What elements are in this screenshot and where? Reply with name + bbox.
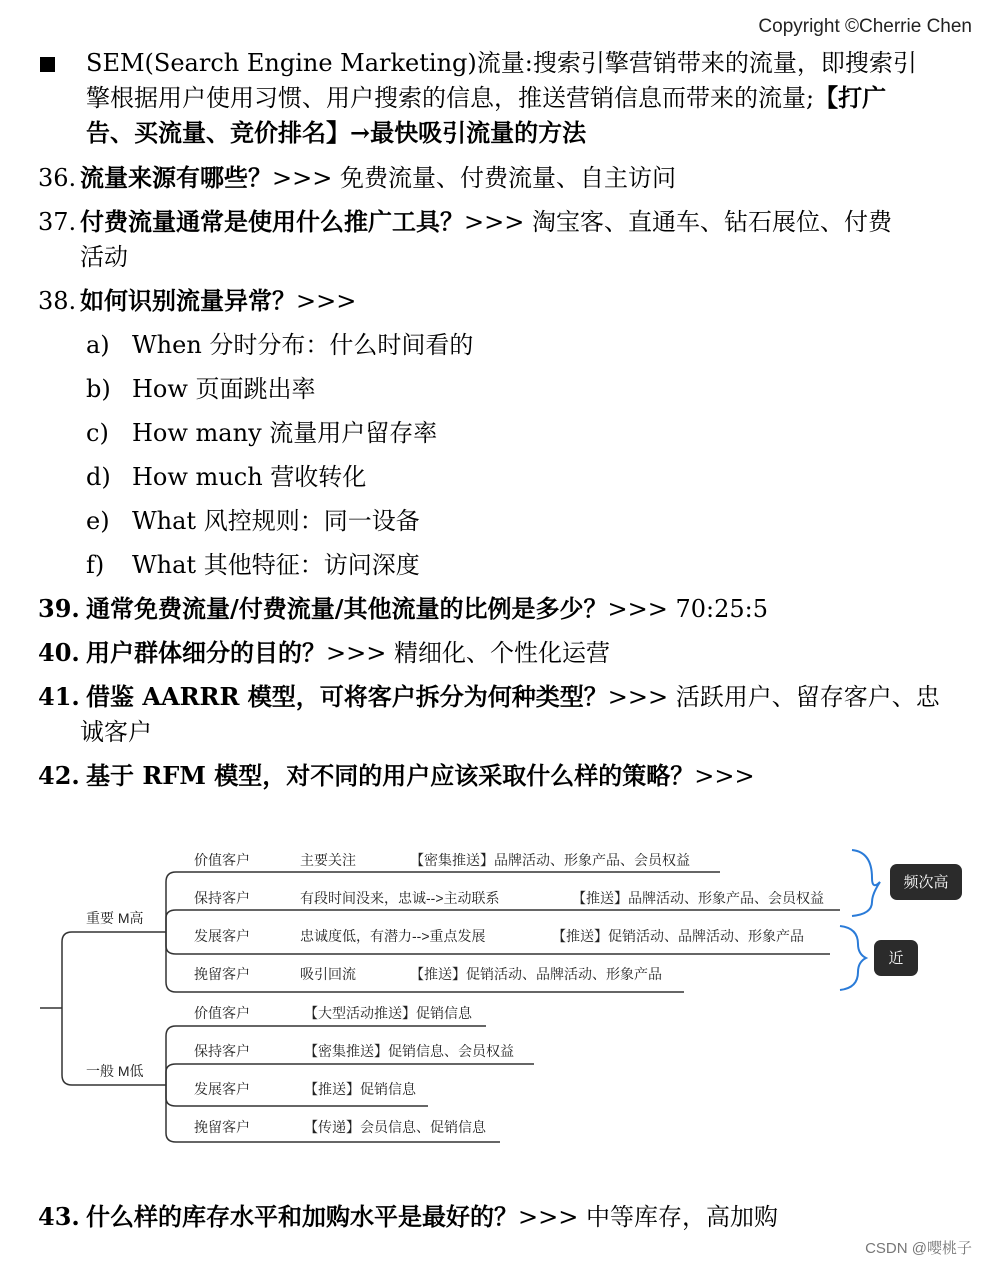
sem-text-1: :搜索引擎营销带来的流量，即搜索引 bbox=[524, 49, 917, 77]
csdn-watermark: CSDN @嘤桃子 bbox=[865, 1240, 972, 1257]
answer-text: >>> 中等库存，高加购 bbox=[518, 1203, 778, 1231]
sem-bold-2: 【打广 bbox=[814, 83, 887, 112]
question-text: 通常免费流量/付费流量/其他流量的比例是多少？ bbox=[86, 594, 608, 623]
node-type: 价值客户 bbox=[194, 852, 250, 868]
sub-item-letter: b) bbox=[86, 375, 111, 403]
node-type: 发展客户 bbox=[194, 1081, 250, 1097]
question-number: 37. bbox=[38, 208, 77, 236]
node-action: 【密集推送】品牌活动、形象产品、会员权益 bbox=[410, 852, 690, 868]
question-number: 41. bbox=[38, 682, 80, 711]
sem-text-2: 擎根据用户使用习惯、用户搜索的信息，推送营销信息而带来的流量; bbox=[86, 84, 815, 112]
copyright-notice: Copyright ©Cherrie Chen bbox=[758, 16, 972, 37]
sub-item-letter: c) bbox=[86, 419, 109, 447]
answer-text-cont: 活动 bbox=[80, 243, 128, 271]
question-text: 用户群体细分的目的？ bbox=[86, 638, 326, 667]
question-number: 40. bbox=[38, 638, 80, 667]
question-text: 如何识别流量异常？ bbox=[80, 286, 296, 315]
sub-item-letter: f) bbox=[86, 551, 105, 579]
question-number: 38. bbox=[38, 287, 77, 315]
tag-recent-label: 近 bbox=[888, 950, 904, 967]
sem-title: SEM(Search Engine Marketing)流量 bbox=[86, 49, 525, 77]
sem-line-3 bbox=[86, 118, 586, 148]
node-action: 【推送】促销信息 bbox=[304, 1081, 416, 1097]
question-text: 流量来源有哪些？ bbox=[80, 163, 272, 192]
node-action: 【推送】促销活动、品牌活动、形象产品 bbox=[552, 928, 804, 944]
question-text: 基于 RFM 模型，对不同的用户应该采取什么样的策略？ bbox=[86, 761, 695, 790]
node-desc: 主要关注 bbox=[300, 852, 356, 868]
brace-icon bbox=[852, 850, 880, 916]
answer-text: >>> bbox=[694, 762, 755, 790]
answer-text-cont: 诚客户 bbox=[80, 718, 152, 746]
question-text: 借鉴 AARRR 模型，可将客户拆分为何种类型？ bbox=[86, 682, 608, 711]
node-desc: 有段时间没来，忠诚-->主动联系 bbox=[300, 890, 500, 906]
brace-icon bbox=[840, 926, 866, 990]
sem-line-1 bbox=[86, 48, 917, 78]
question-number: 36. bbox=[38, 164, 77, 192]
node-type: 价值客户 bbox=[194, 1005, 250, 1021]
sub-item-letter: a) bbox=[86, 331, 110, 359]
sub-item-text: How many 流量用户留存率 bbox=[132, 419, 438, 447]
node-type: 挽留客户 bbox=[194, 1119, 250, 1135]
node-action: 【推送】促销活动、品牌活动、形象产品 bbox=[410, 966, 662, 982]
node-type: 保持客户 bbox=[194, 1043, 250, 1059]
node-action: 【传递】会员信息、促销信息 bbox=[304, 1119, 486, 1135]
node-action: 【大型活动推送】促销信息 bbox=[304, 1005, 472, 1021]
sub-item-text: What 其他特征：访问深度 bbox=[132, 551, 420, 579]
sub-item-text: What 风控规则：同一设备 bbox=[132, 507, 420, 535]
node-type: 保持客户 bbox=[194, 890, 250, 906]
sem-bold-3: 告、买流量、竞价排名】→最快吸引流量的方法 bbox=[86, 118, 587, 147]
node-desc: 忠诚度低，有潜力-->重点发展 bbox=[300, 928, 486, 944]
node-action: 【推送】品牌活动、形象产品、会员权益 bbox=[572, 890, 824, 906]
sub-item-text: How much 营收转化 bbox=[132, 463, 367, 491]
node-type: 挽留客户 bbox=[194, 966, 250, 982]
answer-text: >>> 精细化、个性化运营 bbox=[326, 639, 610, 667]
question-text: 什么样的库存水平和加购水平是最好的？ bbox=[86, 1202, 518, 1231]
square-bullet-icon bbox=[40, 57, 55, 72]
answer-text: >>> 活跃用户、留存客户、忠 bbox=[607, 683, 940, 711]
rfm-mindmap bbox=[0, 830, 986, 1160]
answer-text: >>> 淘宝客、直通车、钻石展位、付费 bbox=[464, 208, 892, 236]
answer-text: >>> 免费流量、付费流量、自主访问 bbox=[272, 164, 676, 192]
sub-item-text: When 分时分布：什么时间看的 bbox=[132, 331, 474, 359]
question-number: 43. bbox=[38, 1202, 80, 1231]
answer-text: >>> bbox=[296, 287, 357, 315]
sub-item-letter: d) bbox=[86, 463, 111, 491]
group-low-label: 一般 M低 bbox=[86, 1063, 144, 1079]
question-text: 付费流量通常是使用什么推广工具？ bbox=[80, 207, 464, 236]
node-action: 【密集推送】促销信息、会员权益 bbox=[304, 1043, 514, 1059]
question-number: 39. bbox=[38, 594, 80, 623]
sem-line-2 bbox=[86, 83, 886, 113]
group-high-label: 重要 M高 bbox=[86, 910, 144, 926]
sub-item-letter: e) bbox=[86, 507, 110, 535]
node-desc: 吸引回流 bbox=[300, 966, 356, 982]
sub-item-text: How 页面跳出率 bbox=[132, 375, 316, 403]
answer-text: >>> 70:25:5 bbox=[607, 595, 769, 623]
node-type: 发展客户 bbox=[194, 928, 250, 944]
question-number: 42. bbox=[38, 761, 80, 790]
tag-frequency-label: 频次高 bbox=[903, 874, 949, 891]
